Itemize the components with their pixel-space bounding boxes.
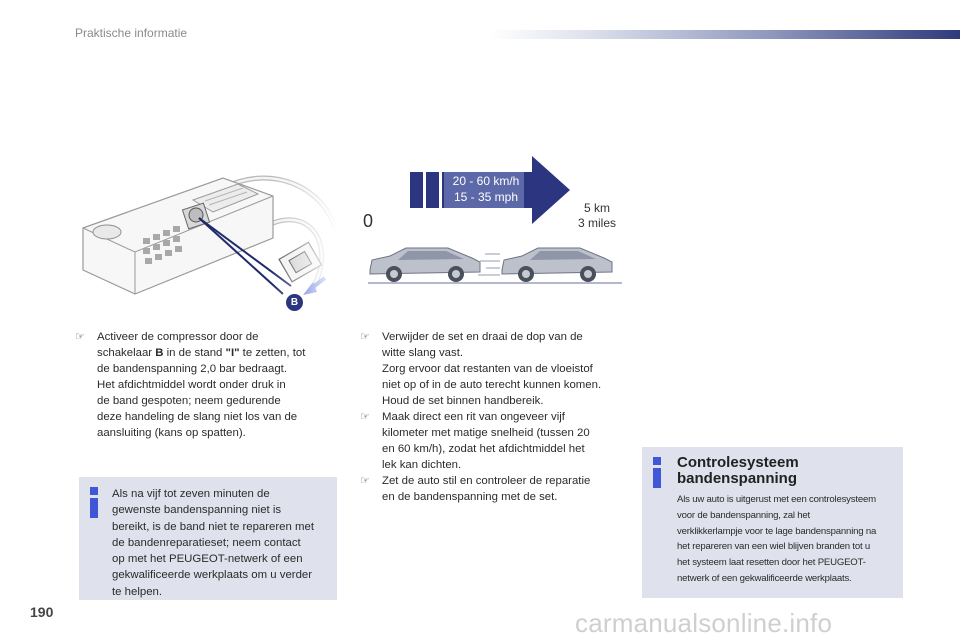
header-gradient-bar: [490, 30, 960, 39]
callout-label-b: B: [286, 294, 303, 311]
distance-miles-label: 3 miles: [578, 216, 617, 230]
page-number: 190: [30, 604, 54, 620]
left-instruction-list: [75, 329, 340, 441]
bullet-text: Zet de auto stil en controleer de reparatie en de bandenspanning met de set.: [382, 475, 591, 503]
start-label: 0: [363, 211, 374, 231]
car-2: [502, 248, 612, 282]
bullet-text: Maak direct een rit van ongeveer vijf kilometer met matige snelheid (tussen 20 en 60 km/h), zodat het afdichtmiddel het lek kan dichten.: [382, 411, 590, 471]
compressor-illustration: [73, 168, 338, 323]
middle-instruction-list: [360, 329, 630, 505]
bullet-marker: ☞: [360, 475, 370, 487]
bullet-item: [360, 473, 630, 505]
bullet-marker: ☞: [360, 411, 370, 423]
note-box: [79, 477, 337, 600]
control-box-text: Als uw auto is uitgerust met een controlesysteem voor de bandenspanning, zal het verklikkerlampje voor te lage bandenspanning na het repareren van een wiel blijven branden tot u het systeem laat resetten door het PEUGEOT- netwerk of een gekwalificeerde werkplaats.: [677, 494, 877, 584]
car-1: [370, 248, 480, 282]
speed-kmh-label: 20 - 60 km/h: [452, 174, 520, 188]
speed-distance-illustration: [360, 150, 625, 325]
distance-km-label: 5 km: [584, 201, 611, 215]
bullet-item: [360, 329, 630, 409]
bullet-marker: ☞: [360, 331, 370, 343]
note-text: Als na vijf tot zeven minuten de gewenste bandenspanning niet is bereikt, is de band niet te repareren met de bandenreparatieset; neem contact op met het PEUGEOT-netwerk of een gekwalificeerde werkplaats om u verder te helpen.: [112, 488, 314, 598]
bullet-item: [75, 329, 340, 441]
bullet-item: [360, 409, 630, 473]
bullet-marker: ☞: [75, 331, 85, 343]
bullet-text: Verwijder de set en draai de dop van de witte slang vast. Zorg ervoor dat restanten van de vloeistof niet op of in de auto terecht kunnen komen. Houd de set binnen handbereik.: [382, 331, 602, 407]
info-icon: [87, 487, 101, 519]
watermark: carmanualsonline.info: [575, 608, 833, 638]
bullet-text: Activeer de compressor door de schakelaar B in de stand "I" te zetten, tot de bandenspanning 2,0 bar bedraagt. Het afdichtmiddel wordt onder druk in de band gespoten; neem gedurende deze handeling de slang niet los van de aansluiting (kans op spatten).: [97, 331, 306, 439]
tire-pressure-info-box: [642, 447, 903, 598]
control-box-title: Controlesysteem bandenspanning: [677, 454, 799, 487]
info-icon: [650, 457, 664, 489]
section-title: Praktische informatie: [75, 26, 188, 40]
speed-mph-label: 15 - 35 mph: [453, 190, 519, 204]
